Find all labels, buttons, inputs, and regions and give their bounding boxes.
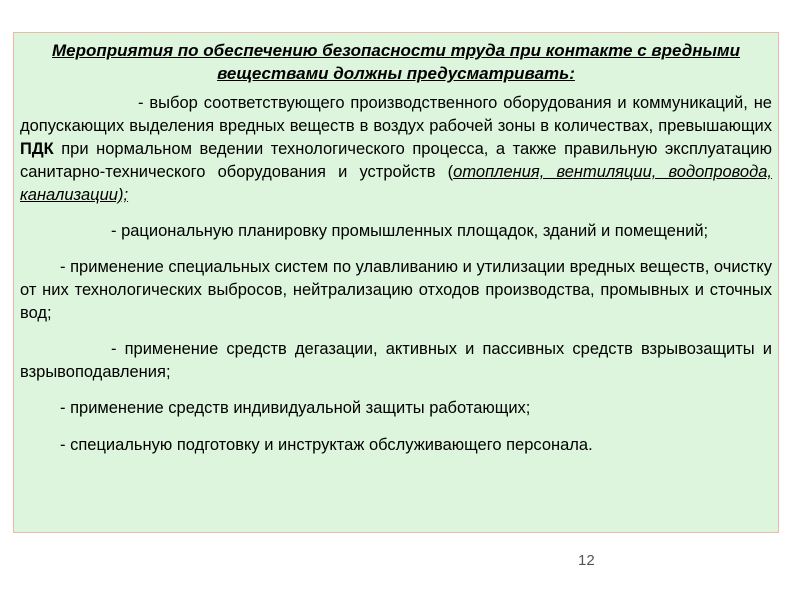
measure-item-planning: - рациональную планировку промышленных площадок, зданий и помещений; (111, 222, 709, 240)
item-text-equipment-cont: при нормальном ведении технологического процесса, а также правильную эксплуатацию санитарно-технического оборудования и устройств ( (20, 140, 772, 181)
measure-item-training: - специальную подготовку и инструктаж обслуживающего персонала. (60, 436, 593, 454)
page-number: 12 (578, 552, 595, 569)
item-text-equipment: - выбор соответствующего производственного оборудования и коммуникаций, не допускающих выделения вредных веществ в воздух рабочей зоны в количествах, превышающих (20, 94, 772, 135)
utility-systems-list: отопления, вентиляции, водопровода, канализации); (20, 163, 772, 204)
content-box (13, 32, 779, 533)
measure-item-equipment (20, 92, 772, 207)
measure-item-ppe: - применение средств индивидуальной защиты работающих; (60, 399, 531, 417)
measure-item-capture-systems: - применение специальных систем по улавливанию и утилизации вредных веществ, очистку от них технологических выбросов, нейтрализацию отходов производства, промывных и сточных вод; (20, 258, 772, 322)
measure-item-degassing: - применение средств дегазации, активных и пассивных средств взрывозащиты и взрывоподавления; (20, 340, 772, 381)
slide-title: Мероприятия по обеспечению безопасности труда при контакте с вредными веществами должны предусматривать: (52, 41, 740, 83)
pdk-abbreviation: ПДК (20, 140, 54, 158)
